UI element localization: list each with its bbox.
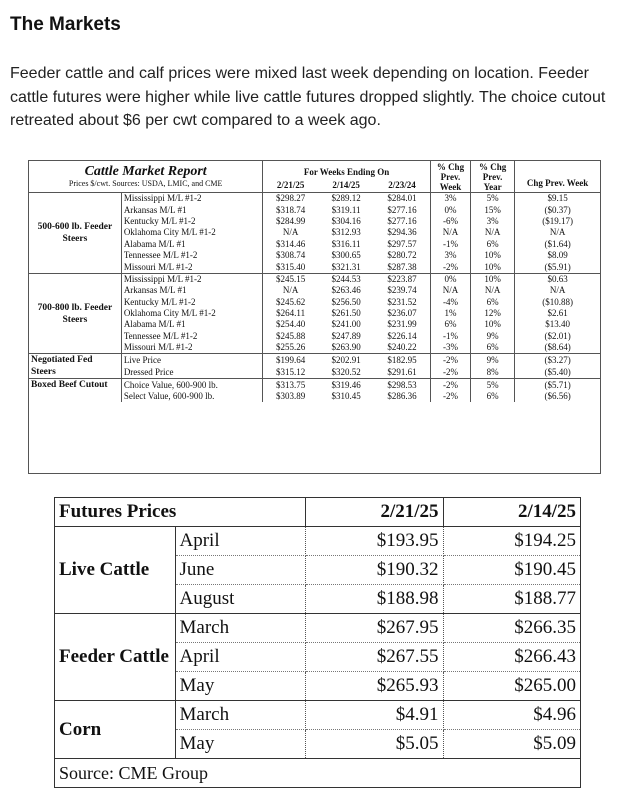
futures-month: May bbox=[175, 672, 305, 701]
value-date-2: $263.46 bbox=[331, 285, 361, 296]
futures-month: March bbox=[175, 614, 305, 643]
value-date-2: $202.91 bbox=[318, 354, 374, 367]
market-name: Arkansas M/L #1 bbox=[123, 285, 187, 296]
futures-col-2: 2/14/25 bbox=[443, 498, 580, 527]
value-date-3: $287.38 bbox=[387, 261, 417, 272]
report-row bbox=[29, 379, 600, 391]
futures-month: August bbox=[175, 585, 305, 614]
futures-group-label: Live Cattle bbox=[55, 527, 175, 614]
group-label: 700-800 lb. Feeder Steers bbox=[29, 273, 121, 354]
chg-prev-week: N/A bbox=[515, 285, 600, 296]
market-name: Mississippi M/L #1-2 bbox=[121, 193, 262, 205]
value-date-2: $310.45 bbox=[331, 391, 361, 402]
pct-chg-year: 6% bbox=[471, 239, 515, 250]
market-name: Arkansas M/L #1 bbox=[123, 204, 187, 215]
futures-title: Futures Prices bbox=[55, 498, 305, 527]
value-date-2: $319.46 bbox=[318, 379, 374, 391]
value-date-1: $264.11 bbox=[263, 308, 318, 319]
futures-value-1: $267.55 bbox=[305, 643, 443, 672]
futures-value-2: $188.77 bbox=[443, 585, 580, 614]
futures-value-1: $267.95 bbox=[305, 614, 443, 643]
value-date-1: $315.40 bbox=[263, 261, 318, 273]
market-name: Oklahoma City M/L #1-2 bbox=[123, 227, 216, 238]
market-name: Tennessee M/L #1-2 bbox=[123, 250, 198, 261]
futures-value-1: $5.05 bbox=[305, 730, 443, 759]
chg-prev-week: ($0.37) bbox=[515, 204, 600, 215]
chg-prev-week: $8.09 bbox=[515, 250, 600, 261]
chg-prev-week: ($3.27) bbox=[515, 354, 600, 367]
value-date-3: $291.61 bbox=[387, 366, 417, 377]
value-date-3: $239.74 bbox=[387, 285, 417, 296]
value-date-3: $294.36 bbox=[387, 227, 417, 238]
chg-prev-week: ($2.01) bbox=[515, 331, 600, 342]
futures-month: June bbox=[175, 556, 305, 585]
pct-chg-week: -2% bbox=[430, 261, 470, 273]
chg-prev-week: $9.15 bbox=[515, 193, 600, 205]
pct-chg-year: 9% bbox=[471, 354, 515, 367]
futures-group-label: Corn bbox=[55, 701, 175, 759]
value-date-2: $300.65 bbox=[331, 250, 361, 261]
value-date-1: N/A bbox=[263, 285, 318, 296]
value-date-2: $244.53 bbox=[318, 273, 374, 285]
col-date-3: 2/23/24 bbox=[388, 179, 416, 190]
value-date-2: $304.16 bbox=[331, 215, 361, 226]
chg-prev-week: ($1.64) bbox=[515, 239, 600, 250]
futures-group-label: Feeder Cattle bbox=[55, 614, 175, 701]
pct-chg-week: 3% bbox=[430, 250, 470, 261]
futures-value-1: $190.32 bbox=[305, 556, 443, 585]
value-date-3: $277.16 bbox=[387, 215, 417, 226]
col-date-1: 2/21/25 bbox=[263, 178, 318, 193]
market-name: Oklahoma City M/L #1-2 bbox=[123, 308, 216, 319]
futures-value-1: $265.93 bbox=[305, 672, 443, 701]
pct-chg-year: 3% bbox=[471, 216, 515, 227]
value-date-1: $318.74 bbox=[263, 204, 318, 215]
value-date-3: $223.87 bbox=[374, 273, 430, 285]
weeks-header: For Weeks Ending On bbox=[263, 161, 431, 178]
futures-value-2: $266.35 bbox=[443, 614, 580, 643]
pct-chg-week: N/A bbox=[430, 227, 470, 238]
futures-prices-table bbox=[54, 497, 581, 788]
report-subtitle: Prices $/cwt. Sources: USDA, LMIC, and CME bbox=[68, 179, 223, 188]
cattle-market-report-table bbox=[28, 160, 601, 474]
report-row bbox=[29, 193, 600, 205]
pct-chg-year: 12% bbox=[471, 308, 515, 319]
futures-value-2: $265.00 bbox=[443, 672, 580, 701]
value-date-3: $236.07 bbox=[387, 308, 417, 319]
futures-value-2: $194.25 bbox=[443, 527, 580, 556]
pct-chg-year: N/A bbox=[471, 285, 515, 296]
pct-chg-week: 0% bbox=[430, 273, 470, 285]
futures-row bbox=[55, 701, 580, 730]
market-name: Kentucky M/L #1-2 bbox=[123, 296, 196, 307]
market-name: Live Price bbox=[121, 354, 262, 367]
market-name: Kentucky M/L #1-2 bbox=[123, 215, 196, 226]
pct-chg-week: 3% bbox=[430, 193, 470, 205]
value-date-3: $182.95 bbox=[374, 354, 430, 367]
chg-prev-week: $13.40 bbox=[515, 319, 600, 330]
value-date-1: $314.46 bbox=[263, 239, 318, 250]
col-date-2: 2/14/25 bbox=[332, 179, 360, 190]
value-date-3: $298.53 bbox=[374, 379, 430, 391]
futures-value-2: $190.45 bbox=[443, 556, 580, 585]
market-name: Missouri M/L #1-2 bbox=[123, 261, 193, 272]
value-date-3: $231.99 bbox=[387, 319, 417, 330]
futures-month: March bbox=[175, 701, 305, 730]
value-date-1: $245.88 bbox=[263, 331, 318, 342]
value-date-2: $289.12 bbox=[318, 193, 374, 205]
chg-week-header: Chg Prev. Week bbox=[515, 161, 600, 193]
value-date-1: $284.99 bbox=[263, 216, 318, 227]
pct-chg-week: -2% bbox=[430, 366, 470, 379]
value-date-2: $247.89 bbox=[331, 330, 361, 341]
value-date-1: $315.12 bbox=[263, 366, 318, 379]
value-date-2: $319.11 bbox=[331, 204, 361, 215]
market-name: Dressed Price bbox=[123, 366, 174, 377]
futures-value-2: $5.09 bbox=[443, 730, 580, 759]
pct-chg-week-header: % Chg Prev. Week bbox=[430, 161, 470, 193]
report-row bbox=[29, 354, 600, 367]
value-date-2: $256.50 bbox=[331, 296, 361, 307]
value-date-1: $303.89 bbox=[263, 391, 318, 402]
chg-prev-week: ($5.40) bbox=[515, 366, 600, 379]
value-date-2: $312.93 bbox=[331, 227, 361, 238]
pct-chg-year: 6% bbox=[471, 297, 515, 308]
value-date-3: $231.52 bbox=[387, 296, 417, 307]
value-date-1: $298.27 bbox=[263, 193, 318, 205]
market-summary-paragraph: Feeder cattle and calf prices were mixed last week depending on location. Feeder cattle futures were higher while live cattle futures dropped slightly. The choice cutout retreated about $6 per cwt compared to a week ago. bbox=[10, 65, 606, 129]
pct-chg-week: -1% bbox=[430, 331, 470, 342]
futures-value-1: $4.91 bbox=[305, 701, 443, 730]
chg-prev-week: ($5.91) bbox=[515, 261, 600, 273]
pct-chg-year: 8% bbox=[471, 366, 515, 379]
market-name: Alabama M/L #1 bbox=[123, 319, 186, 330]
value-date-2: $321.31 bbox=[331, 261, 361, 272]
futures-month: April bbox=[175, 643, 305, 672]
market-name: Missouri M/L #1-2 bbox=[123, 342, 193, 353]
value-date-3: $286.36 bbox=[387, 391, 417, 402]
value-date-3: $297.57 bbox=[387, 238, 417, 249]
futures-row bbox=[55, 527, 580, 556]
pct-chg-year: 9% bbox=[471, 331, 515, 342]
pct-chg-year-header: % Chg Prev. Year bbox=[471, 161, 515, 193]
chg-prev-week: $2.61 bbox=[515, 308, 600, 319]
pct-chg-week: 0% bbox=[430, 204, 470, 215]
market-name: Select Value, 600-900 lb. bbox=[123, 391, 215, 402]
futures-month: April bbox=[175, 527, 305, 556]
group-label: 500-600 lb. Feeder Steers bbox=[29, 193, 121, 274]
pct-chg-week: -3% bbox=[430, 342, 470, 354]
market-name: Mississippi M/L #1-2 bbox=[121, 273, 262, 285]
pct-chg-week: -2% bbox=[430, 391, 470, 402]
value-date-1: $313.75 bbox=[263, 379, 318, 391]
chg-prev-week: ($19.17) bbox=[515, 216, 600, 227]
futures-row bbox=[55, 614, 580, 643]
group-label: Boxed Beef Cutout bbox=[29, 379, 121, 402]
chg-prev-week: N/A bbox=[515, 227, 600, 238]
pct-chg-year: 10% bbox=[471, 319, 515, 330]
pct-chg-week: -2% bbox=[430, 379, 470, 391]
futures-col-1: 2/21/25 bbox=[305, 498, 443, 527]
pct-chg-year: 5% bbox=[471, 193, 515, 205]
chg-prev-week: ($10.88) bbox=[515, 297, 600, 308]
chg-prev-week: ($5.71) bbox=[515, 379, 600, 391]
pct-chg-week: -2% bbox=[430, 354, 470, 367]
pct-chg-year: 5% bbox=[471, 379, 515, 391]
pct-chg-week: N/A bbox=[430, 285, 470, 296]
value-date-2: $261.50 bbox=[331, 308, 361, 319]
value-date-2: $263.90 bbox=[331, 342, 361, 353]
value-date-2: $320.52 bbox=[331, 366, 361, 377]
pct-chg-week: 6% bbox=[430, 319, 470, 330]
value-date-1: $308.74 bbox=[263, 250, 318, 261]
pct-chg-week: -1% bbox=[430, 239, 470, 250]
group-label: Negotiated Fed Steers bbox=[29, 354, 121, 379]
pct-chg-year: N/A bbox=[471, 227, 515, 238]
value-date-1: $199.64 bbox=[263, 354, 318, 367]
chg-prev-week: ($6.56) bbox=[515, 391, 600, 402]
report-row bbox=[29, 273, 600, 285]
chg-prev-week: $0.63 bbox=[515, 273, 600, 285]
value-date-3: $226.14 bbox=[387, 330, 417, 341]
value-date-1: $254.40 bbox=[263, 319, 318, 330]
pct-chg-week: 1% bbox=[430, 308, 470, 319]
market-name: Choice Value, 600-900 lb. bbox=[121, 379, 262, 391]
value-date-3: $280.72 bbox=[387, 250, 417, 261]
value-date-1: N/A bbox=[263, 227, 318, 238]
chg-prev-week: ($8.64) bbox=[515, 342, 600, 354]
report-title: Cattle Market Report bbox=[84, 164, 207, 178]
value-date-2: $241.00 bbox=[331, 319, 361, 330]
futures-value-2: $4.96 bbox=[443, 701, 580, 730]
futures-value-1: $193.95 bbox=[305, 527, 443, 556]
pct-chg-year: 10% bbox=[471, 250, 515, 261]
market-name: Tennessee M/L #1-2 bbox=[123, 330, 198, 341]
futures-value-2: $266.43 bbox=[443, 643, 580, 672]
futures-value-1: $188.98 bbox=[305, 585, 443, 614]
page-heading: The Markets bbox=[10, 14, 121, 35]
value-date-2: $316.11 bbox=[331, 238, 361, 249]
pct-chg-year: 10% bbox=[471, 261, 515, 273]
pct-chg-week: -6% bbox=[430, 216, 470, 227]
pct-chg-week: -4% bbox=[430, 297, 470, 308]
value-date-1: $245.15 bbox=[263, 273, 318, 285]
value-date-1: $245.62 bbox=[263, 297, 318, 308]
pct-chg-year: 6% bbox=[471, 342, 515, 354]
pct-chg-year: 15% bbox=[471, 204, 515, 215]
pct-chg-year: 6% bbox=[471, 391, 515, 402]
pct-chg-year: 10% bbox=[471, 273, 515, 285]
value-date-3: $240.22 bbox=[387, 342, 417, 353]
futures-month: May bbox=[175, 730, 305, 759]
value-date-1: $255.26 bbox=[263, 342, 318, 354]
value-date-3: $277.16 bbox=[387, 204, 417, 215]
futures-source: Source: CME Group bbox=[59, 763, 208, 783]
market-name: Alabama M/L #1 bbox=[123, 238, 186, 249]
value-date-3: $284.01 bbox=[374, 193, 430, 205]
